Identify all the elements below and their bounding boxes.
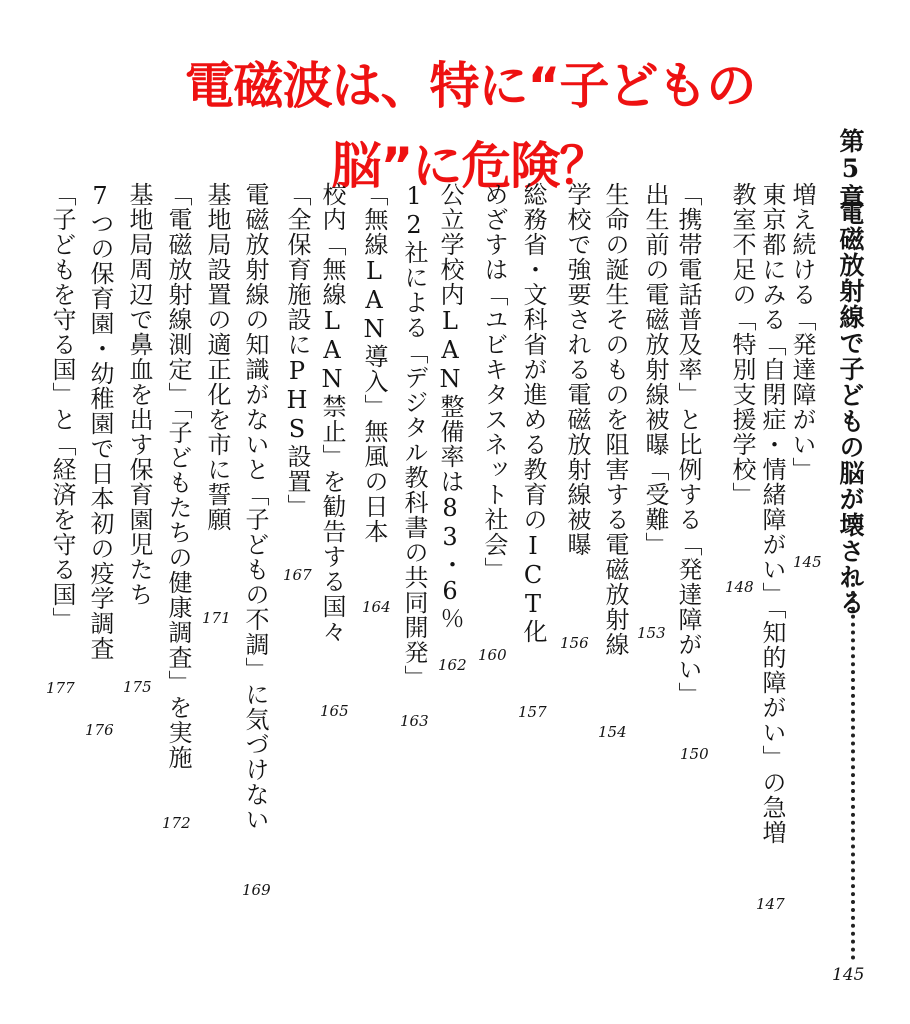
toc-entry-title: 出生前の電磁放射線被曝「受難」 (641, 182, 669, 557)
toc-entry-title: 「無線LAN導入」無風の日本 (360, 182, 388, 544)
toc-entry-title: 7つの保育園・幼稚園で日本初の疫学調査 (86, 182, 114, 661)
headline: 電磁波は、特に“子どもの脳”に危険？ (184, 57, 756, 195)
toc-entry-page: 176 (85, 721, 114, 739)
toc-entry-title: 生命の誕生そのものを阻害する電磁放射線 (601, 182, 629, 657)
chapter-dot-leader (851, 575, 855, 960)
toc-entry-page: 154 (598, 723, 627, 741)
chapter-title: 電磁放射線で子どもの脳が壊される (836, 200, 865, 616)
toc-entry-title: めざすは「ユビキタスネット社会」 (480, 182, 508, 582)
toc-entry-page: 148 (725, 578, 754, 596)
toc-entry-page: 145 (793, 553, 822, 571)
toc-entry-page: 163 (400, 712, 429, 730)
toc-entry-title: 「子どもを守る国」と「経済を守る国」 (48, 182, 76, 632)
toc-entry-page: 171 (202, 609, 231, 627)
toc-entry-page: 172 (162, 814, 191, 832)
toc-entry-title: 校内「無線LAN禁止」を勧告する国々 (318, 182, 346, 644)
toc-entry-title: 基地局周辺で鼻血を出す保育園児たち (125, 182, 153, 607)
toc-entry-title: 電磁放射線の知識がないと「子どもの不調」に気づけない (241, 182, 269, 832)
toc-entry-page: 153 (637, 624, 666, 642)
toc-entry-page: 156 (560, 634, 589, 652)
toc-entry-page: 160 (478, 646, 507, 664)
toc-entry-title: 「携帯電話普及率」と比例する「発達障がい」 (674, 182, 702, 707)
toc-entry-page: 157 (518, 703, 547, 721)
toc-entry-title: 「全保育施設にPHS設置」 (283, 182, 311, 519)
toc-entry-page: 147 (756, 895, 785, 913)
toc-entry-title: 増え続ける「発達障がい」 (788, 182, 816, 482)
toc-entry-title: 学校で強要される電磁放射線被曝 (563, 182, 591, 557)
toc-entry-page: 169 (242, 881, 271, 899)
toc-entry-title: 「電磁放射線測定」「子どもたちの健康調査」を実施 (164, 182, 192, 770)
chapter-label: 第5章 (836, 128, 865, 210)
toc-entry-page: 164 (362, 598, 391, 616)
toc-entry-page: 167 (283, 566, 312, 584)
toc-entry-title: 東京都にみる「自閉症・情緒障がい」「知的障がい」の急増 (758, 182, 786, 845)
toc-entry-title: 総務省・文科省が進める教育のICT化 (519, 182, 547, 644)
toc-entry-title: 公立学校内LAN整備率は83・6％ (436, 182, 464, 631)
toc-entry-page: 177 (46, 679, 75, 697)
toc-entry-page: 162 (438, 656, 467, 674)
toc-entry-title: 教室不足の「特別支援学校」 (728, 182, 756, 507)
chapter-page-number: 145 (832, 965, 865, 985)
toc-entry-title: 12社による「デジタル教科書の共同開発」 (400, 182, 428, 690)
toc-entry-page: 165 (320, 702, 349, 720)
toc-entry-title: 基地局設置の適正化を市に誓願 (203, 182, 231, 532)
toc-entry-page: 150 (680, 745, 709, 763)
toc-entry-page: 175 (123, 678, 152, 696)
